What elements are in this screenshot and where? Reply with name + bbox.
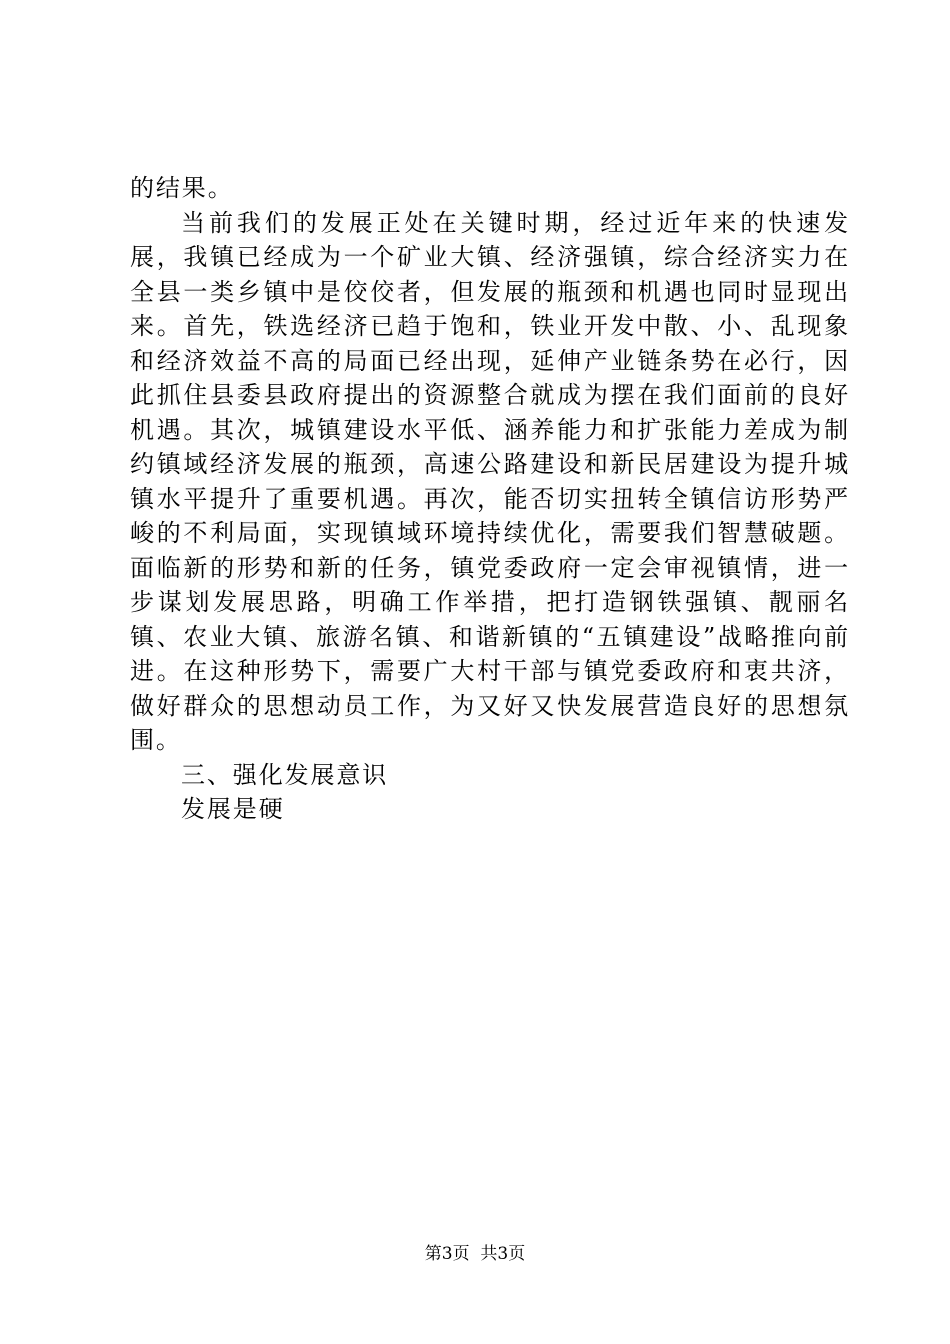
- page-footer: [0, 1243, 950, 1265]
- section-heading: 三、强化发展意识: [181, 760, 389, 789]
- page-number: 第3页 共3页: [424, 1244, 526, 1264]
- document-body: [130, 171, 850, 827]
- paragraph-development-situation: 当前我们的发展正处在关键时期，经过近年来的快速发展，我镇已经成为一个矿业大镇、经济强镇，综合经济实力在全县一类乡镇中是佼佼者，但发展的瓶颈和机遇也同时显现出来。首先，铁选经济已趋于饱和，铁业开发中散、小、乱现象和经济效益不高的局面已经出现，延伸产业链条势在必行，因此抓住县委县政府提出的资源整合就成为摆在我们面前的良好机遇。其次，城镇建设水平低、涵养能力和扩张能力差成为制约镇域经济发展的瓶颈，高速公路建设和新民居建设为提升城镇水平提升了重要机遇。再次，能否切实扭转全镇信访形势严峻的不利局面，实现镇域环境持续优化，需要我们智慧破题。面临新的形势和新的任务，镇党委政府一定会审视镇情，进一步谋划发展思路，明确工作举措，把打造钢铁强镇、靓丽名镇、农业大镇、旅游名镇、和谐新镇的“五镇建设”战略推向前进。在这种形势下，需要广大村干部与镇党委政府和衷共济，做好群众的思想动员工作，为又好又快发展营造良好的思想氛围。: [130, 208, 850, 754]
- paragraph-continuation: 的结果。: [130, 174, 234, 202]
- paragraph-truncated: 发展是硬: [181, 795, 285, 823]
